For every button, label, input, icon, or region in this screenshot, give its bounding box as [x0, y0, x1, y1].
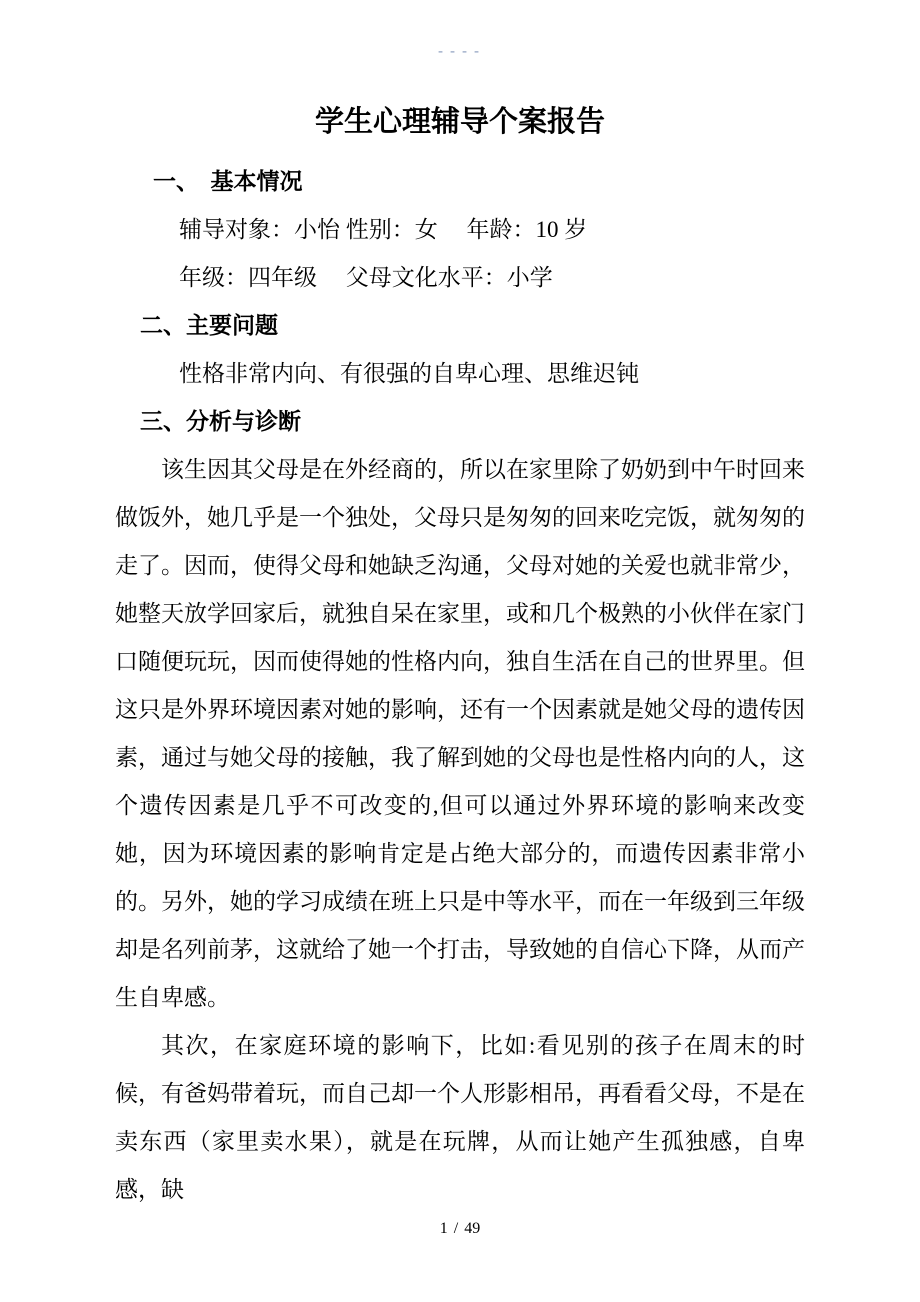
page-footer [0, 1218, 920, 1240]
main-problems-line: 性格非常内向、有很强的自卑心理、思维迟钝 [179, 361, 639, 386]
page-number-separator: / [453, 1220, 459, 1237]
section-heading-basic-info: 一、 基本情况 [153, 169, 303, 194]
document-title: 学生心理辅导个案报告 [314, 106, 605, 138]
section-heading-analysis-diagnosis: 三、分析与诊断 [140, 409, 301, 434]
basic-info-line-2: 年级：四年级 父母文化水平：小学 [179, 265, 553, 290]
analysis-paragraph-1: 该生因其父母是在外经商的，所以在家里除了奶奶到中午时回来做饭外，她几乎是一个独处，父母只是匆匆的回来吃完饭，就匆匆的走了。因而，使得父母和她缺乏沟通，父母对她的关爱也就非常少，她整天放学回家后，就独自呆在家里，或和几个极熟的小伙伴在家门口随便玩玩，因而使得她的性格内向，独自生活在自己的世界里。但这只是外界环境因素对她的影响，还有一个因素就是她父母的遗传因素，通过与她父母的接触，我了解到她的父母也是性格内向的人，这个遗传因素是几乎不可改变的,但可以通过外界环境的影响来改变她，因为环境因素的影响肯定是占绝大部分的，而遗传因素非常小的。另外，她的学习成绩在班上只是中等水平，而在一年级到三年级却是名列前茅，这就给了她一个打击，导致她的自信心下降，从而产生自卑感。 [115, 457, 805, 1010]
basic-info-line-1: 辅导对象：小怡 性别：女 年龄：10 岁 [179, 217, 588, 242]
header-dashes: ---- [435, 42, 485, 60]
page-number: 1 [439, 1220, 448, 1237]
section-heading-main-problems: 二、主要问题 [140, 313, 278, 338]
analysis-paragraph-2: 其次，在家庭环境的影响下，比如:看见别的孩子在周末的时候，有爸妈带着玩，而自己却一个人形影相吊，再看看父母，不是在卖东西（家里卖水果），就是在玩牌，从而让她产生孤独感，自卑感，缺 [115, 1033, 805, 1202]
total-pages: 49 [464, 1220, 481, 1237]
